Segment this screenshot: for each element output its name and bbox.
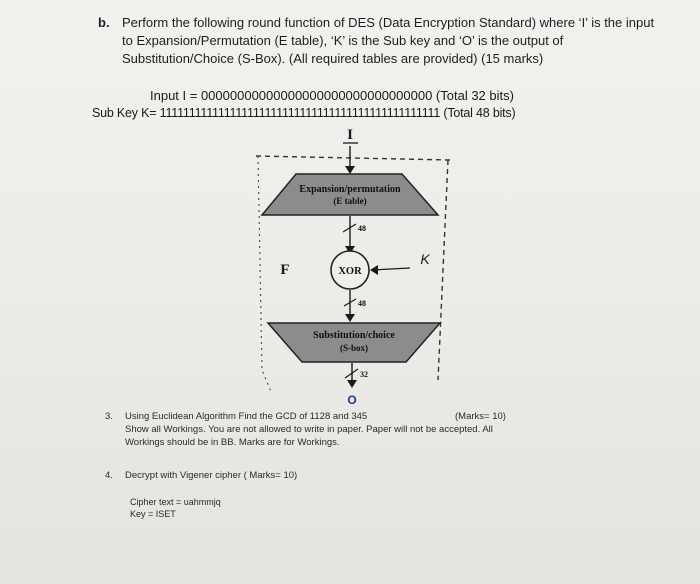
xor-label: XOR [338,266,362,277]
expansion-label-line1: Expansion/permutation [299,184,401,195]
question-b-number: b. [98,15,110,30]
f-box-left-border [258,156,272,394]
input-bits-line: Input I = 00000000000000000000000000000000 (Total 32 bits) [150,88,514,103]
bits-48-expansion: 48 [358,224,366,233]
question-3-number: 3. [105,411,113,422]
input-label: I [347,127,353,143]
question-3-line2: Show all Workings. You are not allowed to write in paper. Paper will not be accepted. All [125,424,493,435]
question-4-text: Decrypt with Vigener cipher ( Marks= 10) [125,470,298,481]
cipher-text-line: Cipher text = uahmmjq [130,497,221,507]
arrow-input-head [345,166,355,174]
cipher-key-line: Key = ISET [130,509,176,519]
arrow-sbox-head [347,380,357,388]
sbox-label-line1: Substitution/choice [313,330,395,341]
output-label: O [347,393,357,407]
question-4 [105,470,297,481]
f-label: F [280,262,290,278]
subkey-bits-line: Sub Key K= 111111111111111111111111111111111111111111111111 (Total 48 bits) [92,106,516,120]
f-box-top-border [256,156,450,160]
question-3-line3: Workings should be in BB. Marks are for Workings. [125,437,340,448]
sbox-label-line2: (S-box) [339,343,369,353]
question-3-marks: (Marks= 10) [455,411,506,422]
f-box-right-border [438,160,448,380]
question-3-line1: Using Euclidean Algorithm Find the GCD of 1128 and 345 [125,411,368,422]
bits-48-xor: 48 [358,299,366,308]
question-b-text: Perform the following round function of DES (Data Encryption Standard) where ‘I’ is the input to Expansion/Permutation (E table), ‘K’ is the Sub key and ‘O’ is the output of Substitution/Choice (S-Box). (All required tables are provided) (15 marks) [122,15,655,66]
key-label: K [420,251,430,267]
arrow-key-head [370,265,378,275]
arrow-xor-head [345,314,355,322]
cipher-info [130,496,221,520]
bits-32-output: 32 [360,370,368,379]
expansion-label-line2: (E table) [333,196,367,206]
question-3 [105,410,625,449]
question-4-number: 4. [105,470,113,481]
